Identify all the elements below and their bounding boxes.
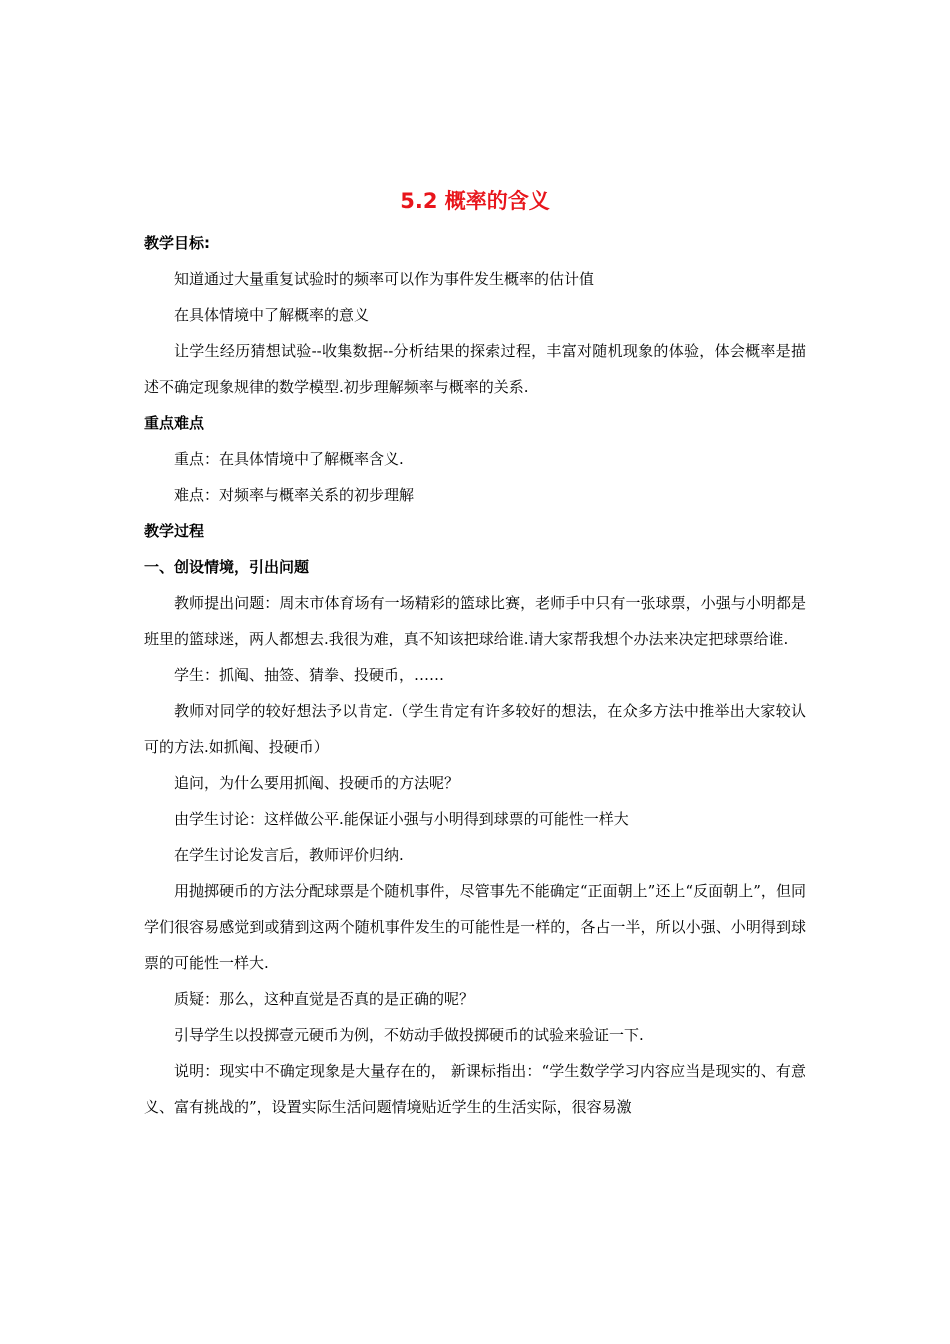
- objective-paragraph: 让学生经历猜想试验--收集数据--分析结果的探索过程，丰富对随机现象的体验，体会概率是描述不确定现象规律的数学模型.初步理解频率与概率的关系.: [144, 342, 806, 396]
- objectives-heading: 教学目标:: [144, 234, 210, 252]
- key-points-heading: 重点难点: [144, 414, 205, 432]
- teaching-process-heading: 教学过程: [144, 522, 205, 540]
- difficulty-paragraph: 难点：对频率与概率关系的初步理解: [174, 486, 415, 504]
- body-paragraph: 在学生讨论发言后，教师评价归纳.: [174, 846, 404, 864]
- body-paragraph: 用抛掷硬币的方法分配球票是个随机事件，尽管事先不能确定“正面朝上”还上“反面朝上”，但同学们很容易感觉到或猜到这两个随机事件发生的可能性是一样的，各占一半，所以小强、小明得到球票的可能性一样大.: [144, 882, 806, 972]
- part-one-section: [144, 558, 806, 1125]
- body-paragraph: 说明：现实中不确定现象是大量存在的， 新课标指出：“学生数学学习内容应当是现实的、有意义、富有挑战的”，设置实际生活问题情境贴近学生的生活实际，很容易激: [144, 1062, 806, 1116]
- body-paragraph: 追问，为什么要用抓阄、投硬币的方法呢？: [174, 774, 460, 792]
- part-one-heading: 一、创设情境，引出问题: [144, 558, 310, 576]
- key-point-paragraph: 重点：在具体情境中了解概率含义.: [174, 450, 404, 468]
- body-paragraph: 由学生讨论：这样做公平.能保证小强与小明得到球票的可能性一样大: [174, 810, 629, 828]
- teaching-process-section: [144, 522, 806, 540]
- objective-paragraph: 知道通过大量重复试验时的频率可以作为事件发生概率的估计值: [174, 270, 595, 288]
- document-body: [144, 234, 806, 1125]
- document-title: 5.2 概率的含义: [400, 189, 550, 213]
- key-points-section: [144, 414, 806, 513]
- body-paragraph: 引导学生以投掷壹元硬币为例，不妨动手做投掷硬币的试验来验证一下.: [174, 1026, 644, 1044]
- body-paragraph: 学生：抓阄、抽签、猜拳、投硬币，……: [174, 666, 445, 684]
- objective-paragraph: 在具体情境中了解概率的意义: [174, 306, 370, 324]
- body-paragraph: 教师提出问题：周末市体育场有一场精彩的篮球比赛，老师手中只有一张球票，小强与小明都是班里的篮球迷，两人都想去.我很为难，真不知该把球给谁.请大家帮我想个办法来决定把球票给谁.: [144, 594, 806, 648]
- objectives-section: [144, 234, 806, 405]
- body-paragraph: 质疑：那么，这种直觉是否真的是正确的呢？: [174, 990, 475, 1008]
- body-paragraph: 教师对同学的较好想法予以肯定.（学生肯定有许多较好的想法，在众多方法中推举出大家较认可的方法.如抓阄、投硬币）: [144, 702, 806, 756]
